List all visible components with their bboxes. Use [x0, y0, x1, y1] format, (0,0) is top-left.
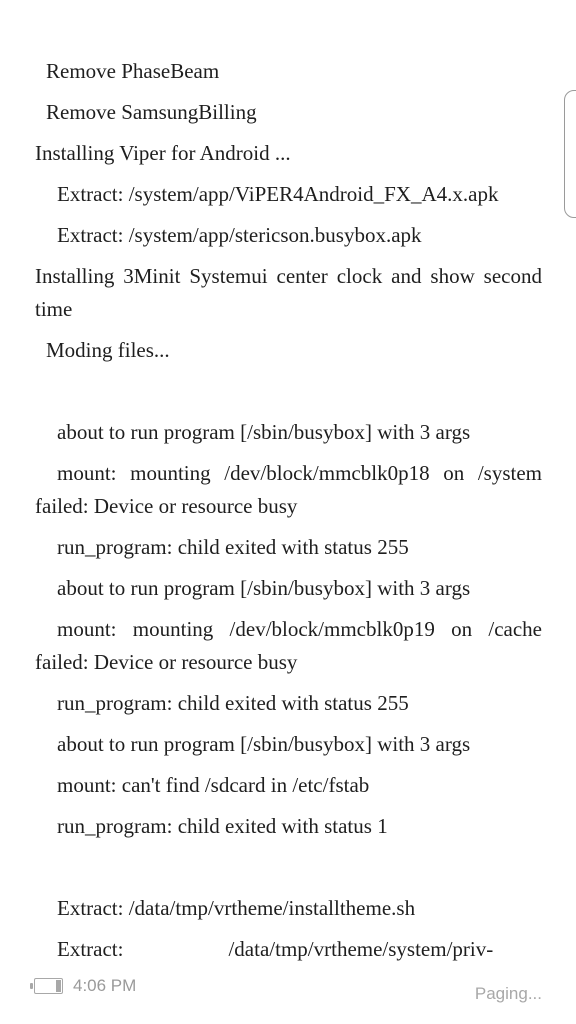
log-line: Installing Viper for Android ... — [35, 141, 291, 165]
log-line: about to run program [/sbin/busybox] with 3 args — [57, 576, 471, 600]
battery-icon — [34, 978, 63, 994]
clock-time: 4:06 PM — [73, 976, 137, 995]
paging-indicator: Paging... — [474, 984, 542, 1003]
log-line: mount: mounting /dev/block/mmcblk0p18 on /system failed: Device or resource busy — [35, 461, 542, 518]
log-view — [35, 55, 542, 974]
log-line: run_program: child exited with status 1 — [57, 814, 388, 838]
log-spacer — [35, 851, 542, 884]
log-line: mount: can't find /sdcard in /etc/fstab — [57, 773, 370, 797]
scroll-handle[interactable] — [564, 90, 576, 218]
log-line: mount: mounting /dev/block/mmcblk0p19 on /cache failed: Device or resource busy — [35, 617, 542, 674]
log-line: Extract: /data/tmp/vrtheme/installtheme.sh — [57, 896, 416, 920]
log-spacer — [35, 375, 542, 408]
log-line: Moding files... — [46, 338, 170, 362]
log-line: Remove PhaseBeam — [46, 59, 220, 83]
log-line: Remove SamsungBilling — [46, 100, 257, 124]
log-line: Extract: /system/app/stericson.busybox.apk — [57, 223, 422, 247]
log-line: about to run program [/sbin/busybox] with 3 args — [57, 732, 471, 756]
log-line: Extract: /system/app/ViPER4Android_FX_A4.x.apk — [57, 182, 499, 206]
log-line: Installing 3Minit Systemui center clock and show second time — [35, 264, 542, 321]
log-line: run_program: child exited with status 255 — [57, 691, 409, 715]
status-bar — [34, 976, 136, 996]
log-line: about to run program [/sbin/busybox] with 3 args — [57, 420, 471, 444]
log-line: Extract: /data/tmp/vrtheme/system/priv- — [57, 937, 494, 961]
log-line: run_program: child exited with status 255 — [57, 535, 409, 559]
